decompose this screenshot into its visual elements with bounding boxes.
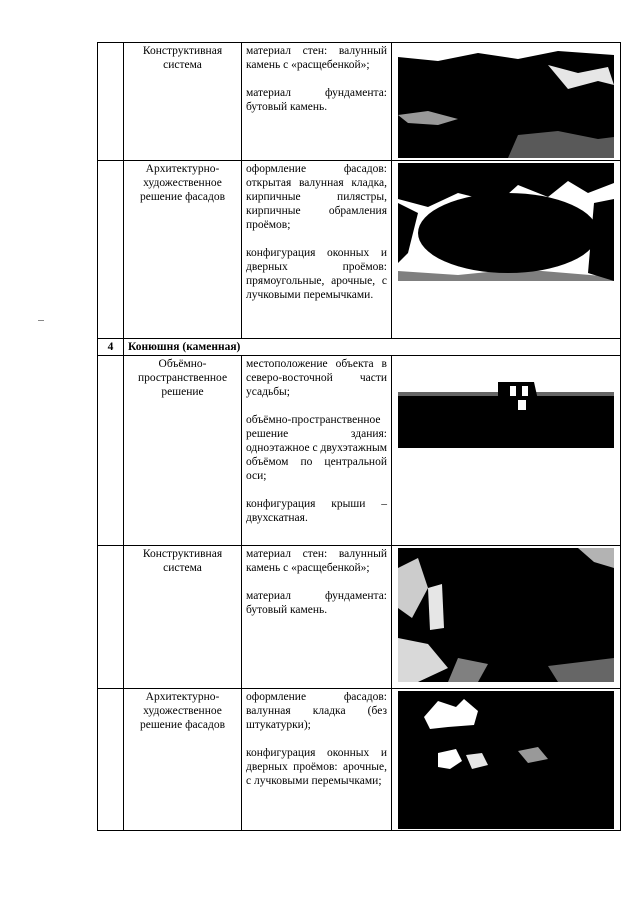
row-label: Конструктивная система bbox=[124, 43, 242, 161]
object-description-table bbox=[97, 42, 621, 831]
stable-exterior-photo bbox=[398, 382, 614, 448]
table-row bbox=[98, 546, 621, 689]
photo-cell bbox=[392, 546, 621, 689]
description-paragraph: конфигурация оконных и дверных проёмов: арочные, с лучковыми перемычками; bbox=[246, 747, 387, 787]
row-label: Архитектурно-художественное решение фасадов bbox=[124, 161, 242, 339]
table-row bbox=[98, 43, 621, 161]
row-label: Конструктивная система bbox=[124, 546, 242, 689]
description-paragraph: материал стен: валунный камень с «расщебенкой»; bbox=[246, 548, 387, 574]
description-paragraph: оформление фасадов: валунная кладка (без штукатурки); bbox=[246, 691, 387, 731]
description-paragraph: местоположение объекта в северо-восточной части усадьбы; bbox=[246, 358, 387, 398]
description-paragraph: конфигурация крыши – двухскатная. bbox=[246, 498, 387, 524]
description-paragraph: конфигурация оконных и дверных проёмов: прямоугольные, арочные, с лучковыми перемычками. bbox=[246, 247, 387, 301]
row-label: Объёмно-пространственное решение bbox=[124, 356, 242, 546]
section-header-row bbox=[98, 339, 621, 356]
number-cell bbox=[98, 356, 124, 546]
description-paragraph: оформление фасадов: открытая валунная кладка, кирпичные пилястры, кирпичные обрамления проёмов; bbox=[246, 163, 387, 231]
stone-wall-photo bbox=[398, 45, 614, 158]
margin-mark bbox=[38, 320, 44, 321]
row-description bbox=[242, 43, 392, 161]
section-title: Конюшня (каменная) bbox=[124, 339, 621, 356]
description-paragraph: объёмно-пространственное решение здания: одноэтажное с двухэтажным объёмом по центральной оси; bbox=[246, 414, 388, 482]
number-cell bbox=[98, 689, 124, 831]
stable-wall-photo bbox=[398, 548, 614, 682]
description-paragraph: материал фундамента: бутовый камень. bbox=[246, 590, 387, 616]
number-cell bbox=[98, 161, 124, 339]
description-paragraph: материал фундамента: бутовый камень. bbox=[246, 87, 387, 113]
description-paragraph: материал стен: валунный камень с «расщебенкой»; bbox=[246, 45, 387, 71]
photo-cell bbox=[392, 689, 621, 831]
table-row bbox=[98, 161, 621, 339]
section-number: 4 bbox=[98, 339, 124, 356]
photo-cell bbox=[392, 43, 621, 161]
photo-cell bbox=[392, 161, 621, 339]
row-description bbox=[242, 689, 392, 831]
row-description bbox=[242, 356, 392, 546]
number-cell bbox=[98, 546, 124, 689]
table-row bbox=[98, 356, 621, 546]
table-row bbox=[98, 689, 621, 831]
row-description bbox=[242, 546, 392, 689]
stable-facade-photo bbox=[398, 691, 614, 829]
facade-photo bbox=[398, 163, 614, 281]
row-description bbox=[242, 161, 392, 339]
number-cell bbox=[98, 43, 124, 161]
photo-cell bbox=[392, 356, 621, 546]
row-label: Архитектурно-художественное решение фасадов bbox=[124, 689, 242, 831]
